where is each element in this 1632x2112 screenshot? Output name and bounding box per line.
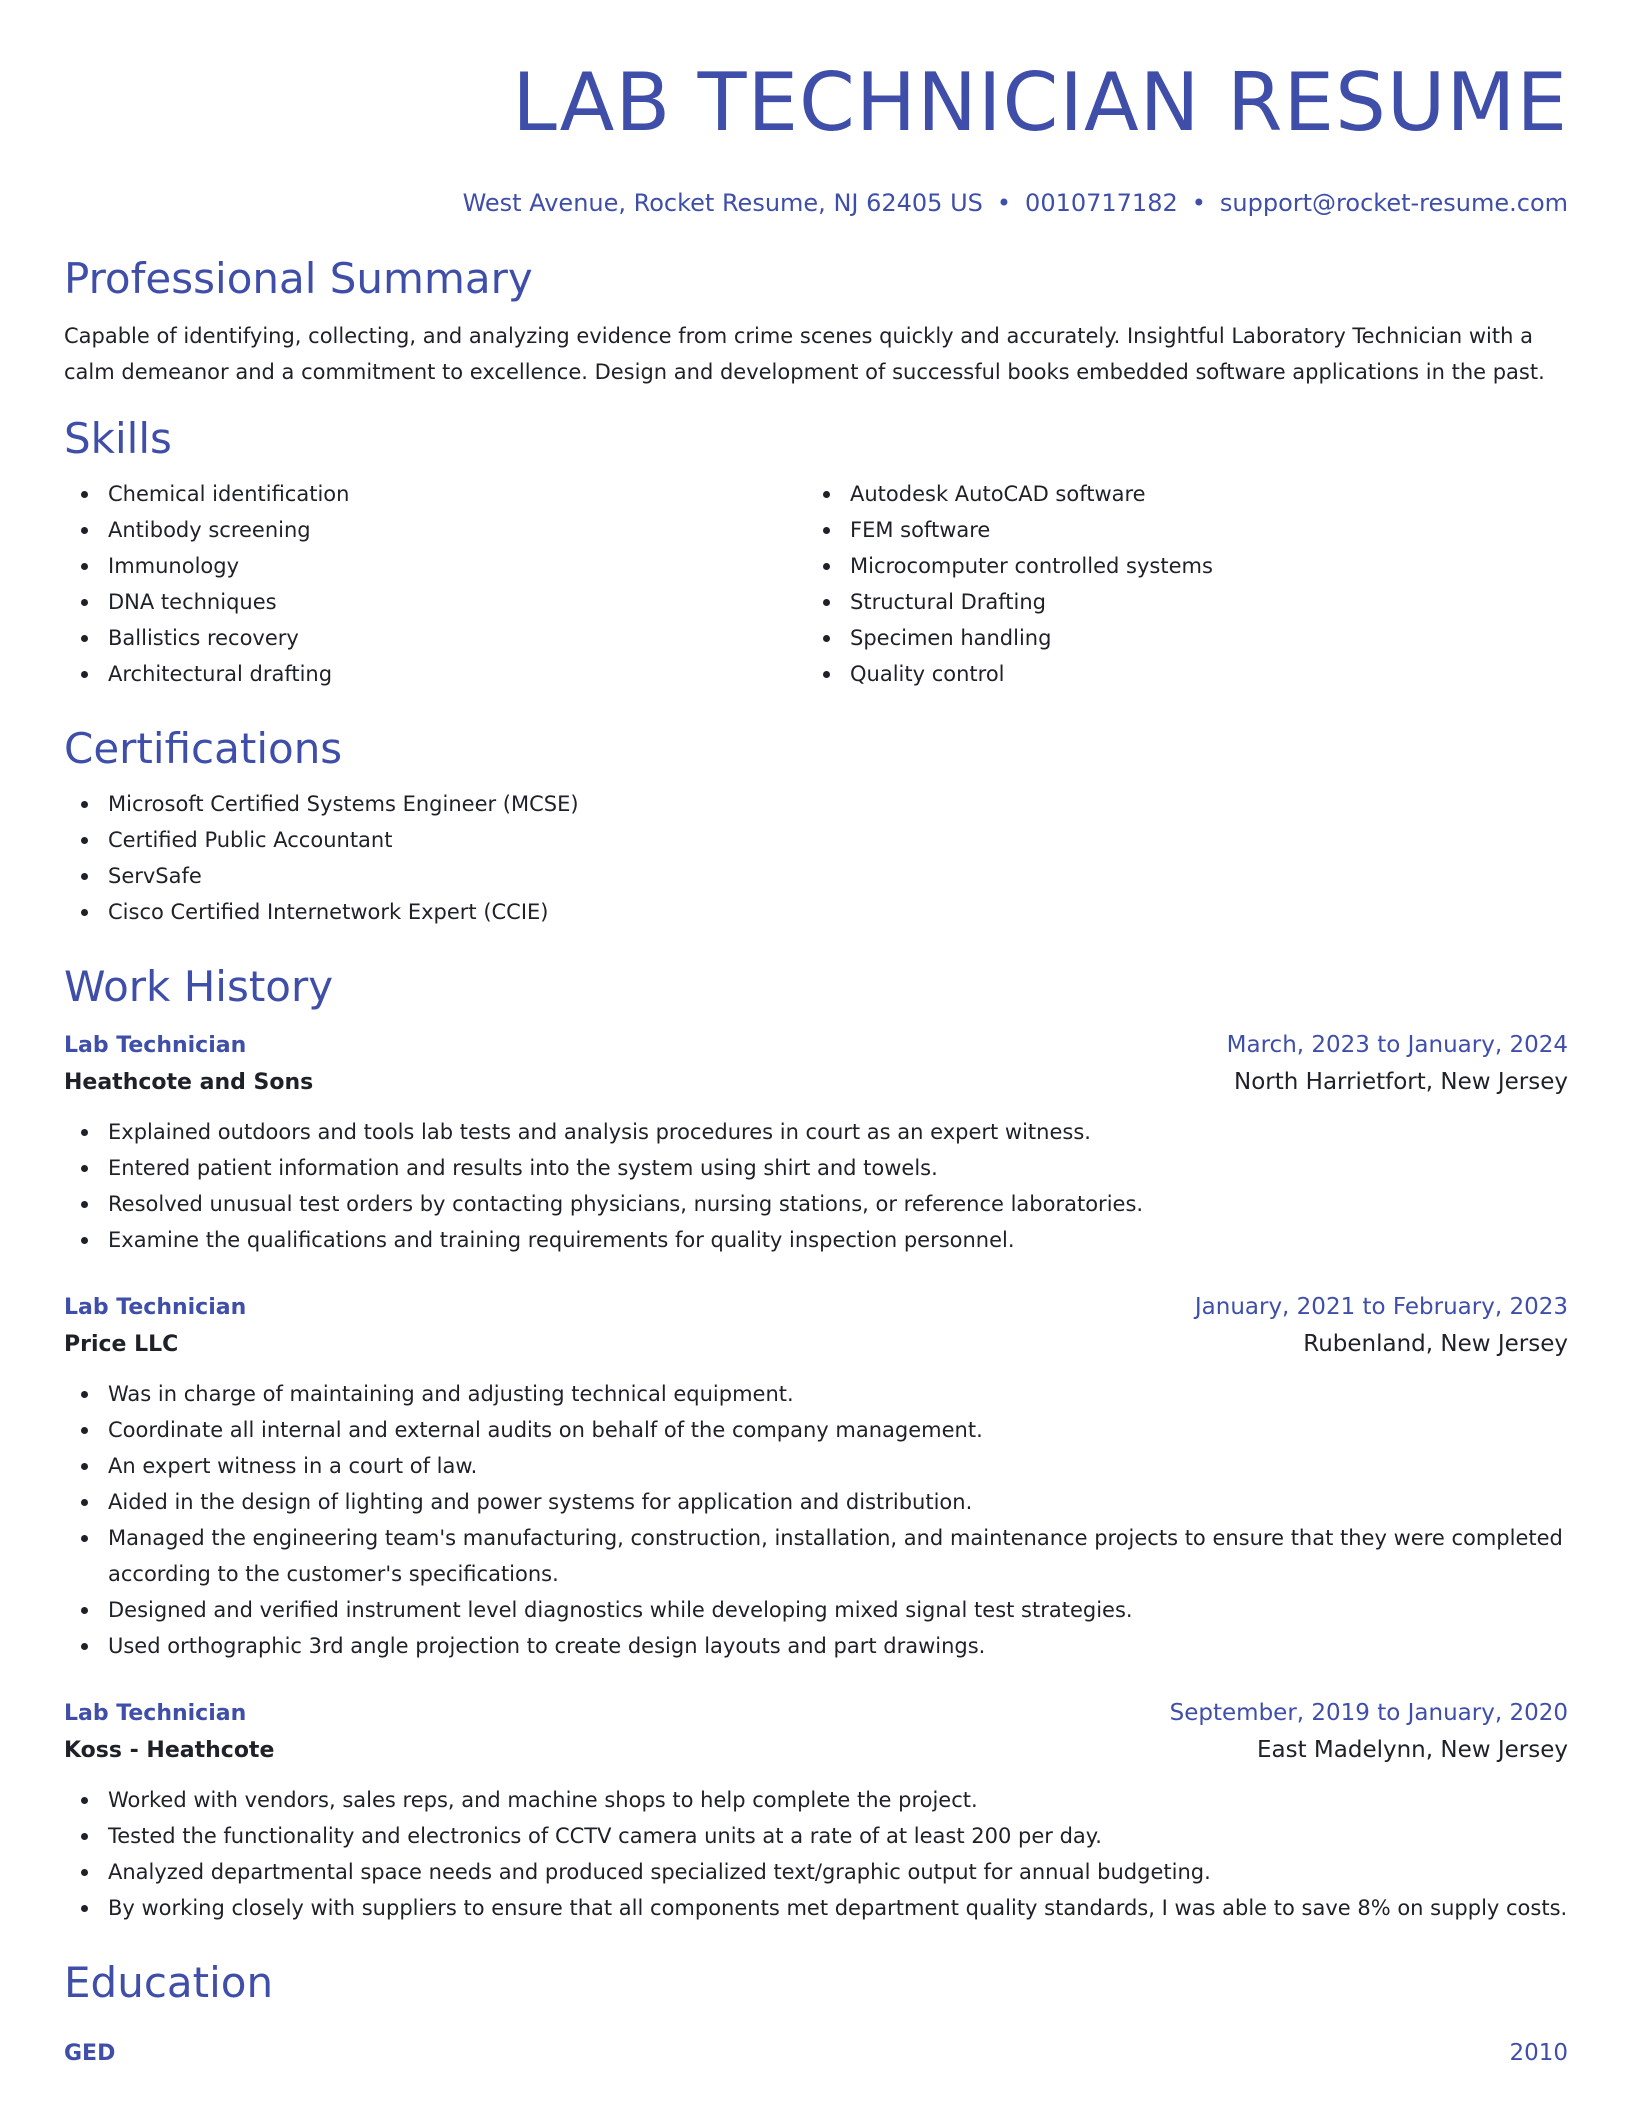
skill-item: Architectural drafting (64, 656, 806, 692)
job-bullet: Entered patient information and results into the system using shirt and towels. (64, 1150, 1568, 1186)
work-history-section (64, 962, 1568, 1926)
job-bullet: Managed the engineering team's manufacturing, construction, installation, and maintenance projects to ensure that they were completed according to the customer's specifications. (64, 1520, 1568, 1592)
job-dates: September, 2019 to January, 2020 (1169, 1700, 1568, 1726)
job-location: Rubenland, New Jersey (1303, 1331, 1568, 1357)
job-title: Lab Technician (64, 1295, 247, 1320)
resume-title: LAB TECHNICIAN RESUME (512, 56, 1568, 149)
contact-separator: • (1191, 189, 1206, 217)
job-bullet: Tested the functionality and electronics of CCTV camera units at a rate of at least 200 per day. (64, 1818, 1568, 1854)
certification-item: Microsoft Certified Systems Engineer (MCSE) (64, 786, 1568, 822)
contact-address: West Avenue, Rocket Resume, NJ 62405 US (462, 189, 983, 217)
skill-item: Ballistics recovery (64, 620, 806, 656)
skill-item: Autodesk AutoCAD software (806, 476, 1548, 512)
job-bullet: Explained outdoors and tools lab tests and analysis procedures in court as an expert witness. (64, 1114, 1568, 1150)
job-bullet: Was in charge of maintaining and adjusting technical equipment. (64, 1376, 1568, 1412)
skills-list-right (806, 476, 1548, 692)
job-dates: January, 2021 to February, 2023 (1194, 1294, 1568, 1320)
skills-list-left (64, 476, 806, 692)
summary-heading: Professional Summary (64, 254, 533, 303)
job-bullet: Designed and verified instrument level diagnostics while developing mixed signal test strategies. (64, 1592, 1568, 1628)
certification-item: ServSafe (64, 858, 1568, 894)
job-company: Price LLC (64, 1332, 179, 1357)
skills-heading: Skills (64, 414, 172, 463)
certifications-heading: Certifications (64, 724, 343, 773)
contact-email[interactable]: support@rocket-resume.com (1219, 189, 1568, 217)
skill-item: FEM software (806, 512, 1548, 548)
job-bullet: Resolved unusual test orders by contacting physicians, nursing stations, or reference laboratories. (64, 1186, 1568, 1222)
job-company-row (64, 1731, 1568, 1770)
contact-separator: • (996, 189, 1012, 217)
job-company: Heathcote and Sons (64, 1070, 314, 1095)
education-year: 2010 (1509, 2040, 1568, 2066)
job-bullet: Used orthographic 3rd angle projection to create design layouts and part drawings. (64, 1628, 1568, 1664)
education-row (64, 2036, 1568, 2071)
skill-item: Specimen handling (806, 620, 1548, 656)
job-bullet: By working closely with suppliers to ensure that all components met department quality standards, I was able to save 8% on supply costs. (64, 1890, 1568, 1926)
job-header-row (64, 1696, 1568, 1731)
resume-page (64, 0, 1568, 2071)
job-entry (64, 1028, 1568, 1258)
job-company: Koss - Heathcote (64, 1738, 275, 1763)
contact-line (64, 188, 1568, 218)
skill-item: Immunology (64, 548, 806, 584)
job-location: East Madelynn, New Jersey (1256, 1737, 1568, 1763)
job-entry (64, 1696, 1568, 1926)
skill-item: Chemical identification (64, 476, 806, 512)
contact-phone: 0010717182 (1025, 189, 1178, 217)
skill-item: DNA techniques (64, 584, 806, 620)
certification-item: Certified Public Accountant (64, 822, 1568, 858)
job-title: Lab Technician (64, 1701, 247, 1726)
job-bullet: Examine the qualifications and training requirements for quality inspection personnel. (64, 1222, 1568, 1258)
summary-text: Capable of identifying, collecting, and analyzing evidence from crime scenes quickly and accurately. Insightful Laboratory Technician with a calm demeanor and a commitment to excellence. Design and development of successful books embedded software applications in the past. (64, 324, 1545, 384)
job-bullets (64, 1782, 1568, 1926)
certification-item: Cisco Certified Internetwork Expert (CCIE) (64, 894, 1568, 930)
certifications-section (64, 724, 1568, 930)
skills-section (64, 414, 1568, 692)
summary-section (64, 254, 1568, 390)
job-location: North Harrietfort, New Jersey (1234, 1069, 1568, 1095)
job-header-row (64, 1028, 1568, 1063)
job-entry (64, 1290, 1568, 1664)
job-bullet: Analyzed departmental space needs and produced specialized text/graphic output for annual budgeting. (64, 1854, 1568, 1890)
job-bullet: An expert witness in a court of law. (64, 1448, 1568, 1484)
work-history-heading: Work History (64, 962, 334, 1011)
skill-item: Antibody screening (64, 512, 806, 548)
education-section (64, 1958, 1568, 2071)
certifications-list (64, 786, 1568, 930)
skills-columns (64, 476, 1568, 692)
job-company-row (64, 1325, 1568, 1364)
education-heading: Education (64, 1958, 274, 2007)
job-bullet: Aided in the design of lighting and power systems for application and distribution. (64, 1484, 1568, 1520)
job-bullets (64, 1376, 1568, 1664)
job-title: Lab Technician (64, 1033, 247, 1058)
job-bullet: Coordinate all internal and external audits on behalf of the company management. (64, 1412, 1568, 1448)
skill-item: Microcomputer controlled systems (806, 548, 1548, 584)
job-bullet: Worked with vendors, sales reps, and machine shops to help complete the project. (64, 1782, 1568, 1818)
skill-item: Quality control (806, 656, 1548, 692)
job-dates: March, 2023 to January, 2024 (1226, 1032, 1568, 1058)
skill-item: Structural Drafting (806, 584, 1548, 620)
job-header-row (64, 1290, 1568, 1325)
job-bullets (64, 1114, 1568, 1258)
job-company-row (64, 1063, 1568, 1102)
education-degree: GED (64, 2041, 116, 2066)
